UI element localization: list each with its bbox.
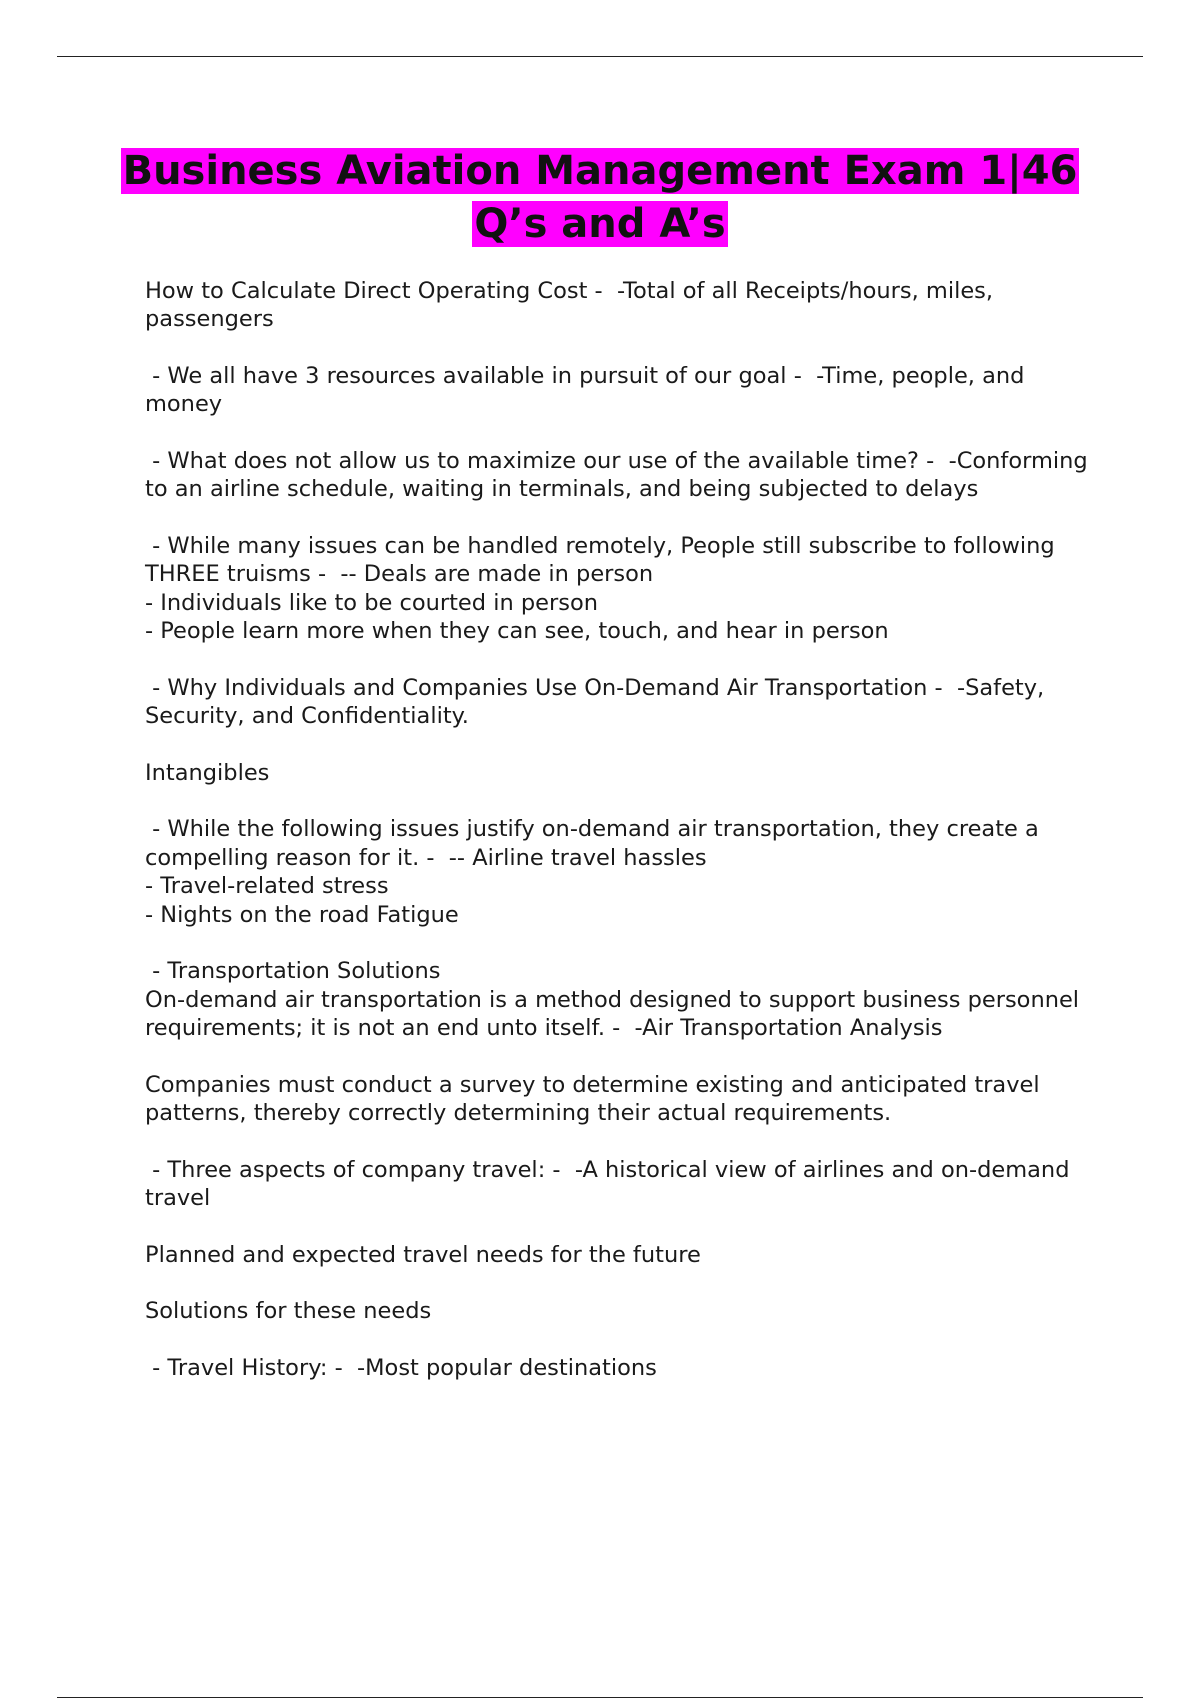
- footer-rule: [57, 1697, 1143, 1698]
- document-title: [100, 145, 1100, 251]
- qa-paragraph-2: - We all have 3 resources available in pursuit of our goal - -Time, people, and money: [145, 363, 1032, 418]
- qa-paragraph-10: - Three aspects of company travel: - -A historical view of airlines and on-demand travel: [145, 1156, 1077, 1212]
- qa-paragraph-5: - Why Individuals and Companies Use On-Demand Air Transportation - -Safety, Security, and Confidentiality.: [145, 674, 1052, 730]
- qa-paragraph-6: Intangibles: [145, 759, 270, 786]
- qa-paragraph-8: - Transportation Solutions On-demand air transportation is a method designed to support business personnel requirements; it is not an end unto itself. - -Air Transportation Analysis: [145, 958, 1080, 1042]
- document-title-text: Business Aviation Management Exam 1|46 Q’s and A’s: [122, 148, 1078, 247]
- qa-paragraph-13: - Travel History: - -Most popular destinations: [145, 1354, 657, 1381]
- qa-paragraph-9: Companies must conduct a survey to determine existing and anticipated travel patterns, thereby correctly determining their actual requirements.: [145, 1071, 1047, 1127]
- qa-paragraph-7: - While the following issues justify on-demand air transportation, they create a compelling reason for it. - -- Airline travel hassles - Travel-related stress - Nights on the road Fatigue: [145, 816, 1039, 928]
- qa-paragraph-4: - While many issues can be handled remotely, People still subscribe to following THREE truisms - -- Deals are made in person - Individuals like to be courted in person - People learn more when they can see, touch, and hear in person: [145, 533, 1055, 645]
- document-body: [145, 277, 1095, 1410]
- qa-paragraph-12: Solutions for these needs: [145, 1298, 432, 1325]
- qa-paragraph-11: Planned and expected travel needs for the future: [145, 1241, 701, 1268]
- header-rule: [57, 56, 1143, 57]
- qa-paragraph-3: - What does not allow us to maximize our use of the available time? - -Conforming to an airline schedule, waiting in terminals, and being subjected to delays: [145, 448, 1095, 503]
- qa-paragraph-1: How to Calculate Direct Operating Cost - -Total of all Receipts/hours, miles, passengers: [145, 278, 1001, 333]
